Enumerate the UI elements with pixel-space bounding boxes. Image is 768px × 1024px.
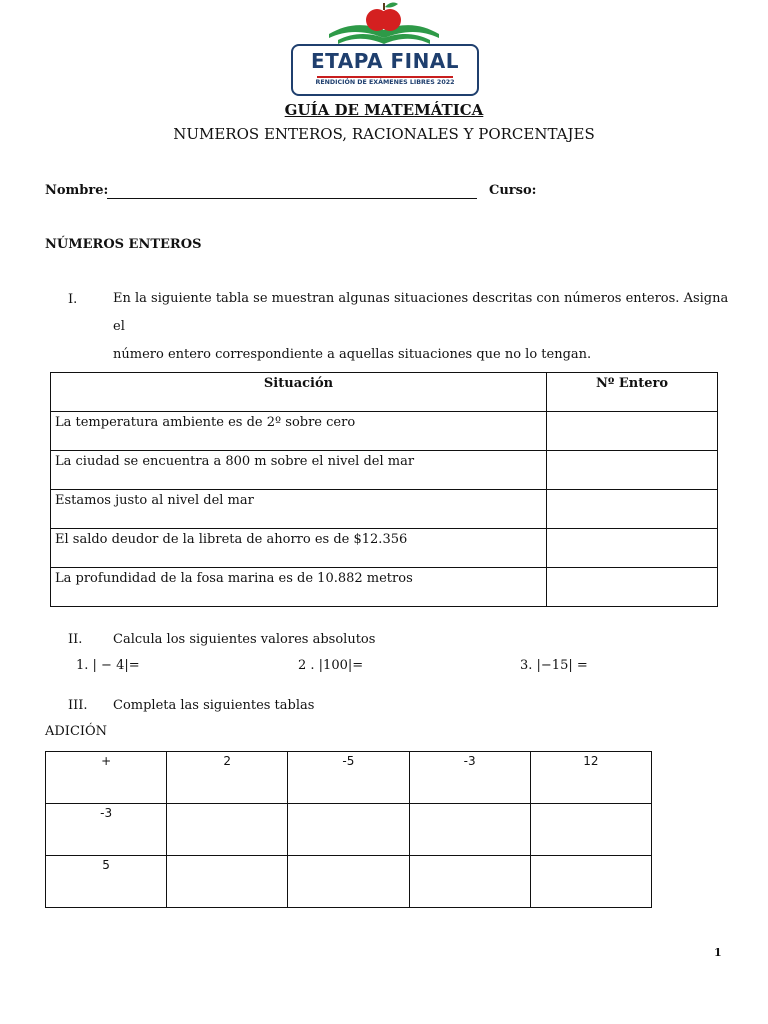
situation-cell: La ciudad se encuentra a 800 m sobre el nivel del mar — [51, 451, 547, 490]
page-subtitle: NUMEROS ENTEROS, RACIONALES Y PORCENTAJES — [173, 125, 595, 143]
name-label: Nombre: — [45, 183, 109, 198]
table-header-row — [51, 373, 718, 412]
abs-value-item-3: 3. |−15| = — [520, 658, 588, 673]
answer-cell[interactable] — [547, 568, 718, 607]
answer-cell[interactable] — [547, 451, 718, 490]
answer-cell[interactable] — [547, 412, 718, 451]
answer-cell[interactable] — [409, 856, 530, 908]
part2-numeral: II. — [68, 632, 83, 647]
course-label: Curso: — [489, 183, 537, 198]
apple-book-icon — [324, 0, 444, 48]
addition-header-row — [46, 752, 652, 804]
answer-cell[interactable] — [409, 804, 530, 856]
header-situacion: Situación — [51, 373, 547, 412]
column-header-cell: 2 — [167, 752, 288, 804]
part1-line2: número entero correspondiente a aquellas situaciones que no lo tengan. — [113, 347, 592, 362]
header-numero-entero: Nº Entero — [547, 373, 718, 412]
answer-cell[interactable] — [167, 804, 288, 856]
table-row — [51, 412, 718, 451]
table-row — [51, 451, 718, 490]
situation-cell: La temperatura ambiente es de 2º sobre cero — [51, 412, 547, 451]
table-row — [51, 490, 718, 529]
column-header-cell: -3 — [409, 752, 530, 804]
logo-subtitle: RENDICIÓN DE EXÁMENES LIBRES 2022 — [315, 79, 455, 86]
answer-cell[interactable] — [288, 804, 409, 856]
part2-instructions: Calcula los siguientes valores absolutos — [113, 632, 376, 647]
situation-cell: Estamos justo al nivel del mar — [51, 490, 547, 529]
abs-value-item-2: 2 . |100|= — [298, 658, 364, 673]
column-header-cell: 12 — [530, 752, 651, 804]
answer-cell[interactable] — [530, 804, 651, 856]
page-title: GUÍA DE MATEMÁTICA — [284, 101, 484, 119]
addition-label: ADICIÓN — [45, 724, 108, 739]
answer-cell[interactable] — [547, 490, 718, 529]
situation-cell: La profundidad de la fosa marina es de 10.882 metros — [51, 568, 547, 607]
part3-numeral: III. — [68, 698, 88, 713]
logo-badge — [291, 44, 479, 96]
part3-instructions: Completa las siguientes tablas — [113, 698, 315, 713]
table-row — [51, 529, 718, 568]
row-header-cell: 5 — [46, 856, 167, 908]
situation-cell: El saldo deudor de la libreta de ahorro es de $12.356 — [51, 529, 547, 568]
table-row — [46, 804, 652, 856]
section-title: NÚMEROS ENTEROS — [45, 237, 202, 252]
answer-cell[interactable] — [288, 856, 409, 908]
answer-cell[interactable] — [530, 856, 651, 908]
answer-cell[interactable] — [167, 856, 288, 908]
part1-instructions — [113, 285, 733, 369]
logo — [291, 0, 477, 96]
logo-divider — [317, 76, 453, 78]
logo-title: ETAPA FINAL — [310, 49, 460, 73]
answer-cell[interactable] — [547, 529, 718, 568]
abs-value-item-1: 1. | − 4|= — [76, 658, 140, 673]
operator-cell: + — [46, 752, 167, 804]
part1-numeral: I. — [68, 292, 78, 307]
part1-line1: En la siguiente tabla se muestran algunas situaciones descritas con números enteros. Asigna el — [113, 291, 729, 334]
table-row — [51, 568, 718, 607]
column-header-cell: -5 — [288, 752, 409, 804]
row-header-cell: -3 — [46, 804, 167, 856]
addition-table — [45, 751, 652, 908]
page-number: 1 — [714, 946, 722, 959]
integers-table — [50, 372, 718, 607]
table-row — [46, 856, 652, 908]
name-field[interactable] — [107, 198, 477, 199]
